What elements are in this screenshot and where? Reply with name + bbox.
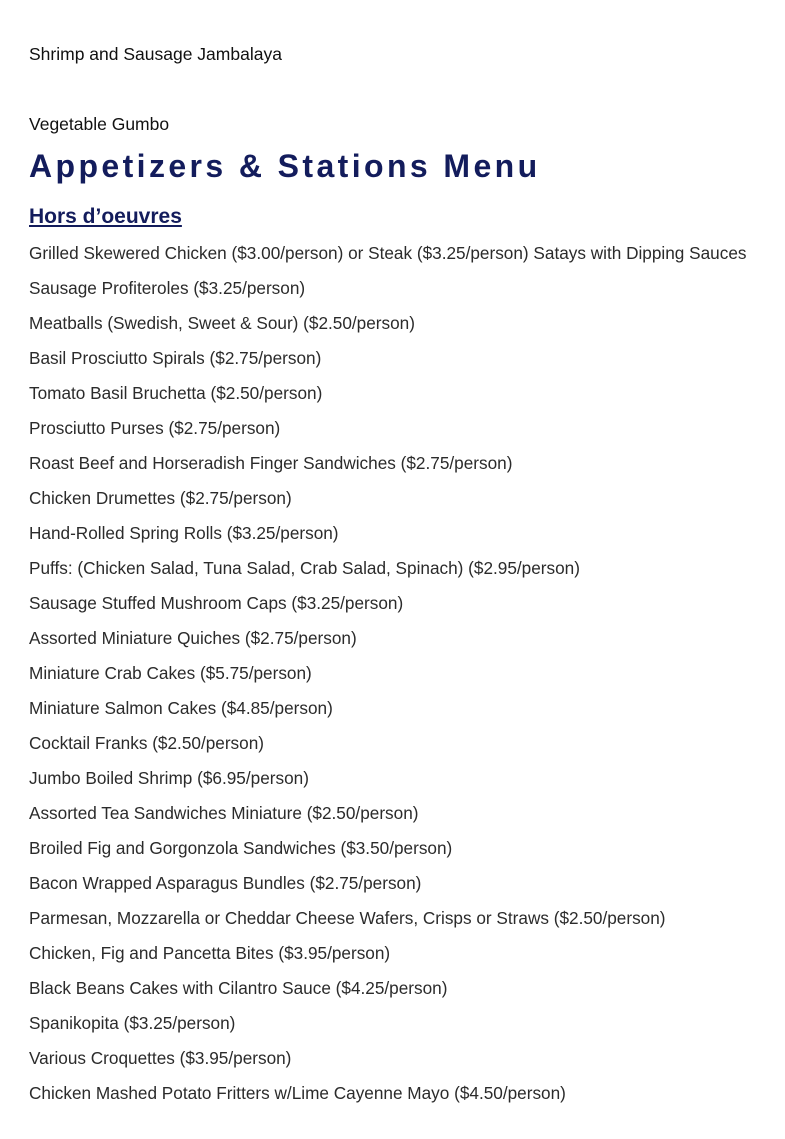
list-item: Various Croquettes ($3.95/person) xyxy=(29,1048,292,1068)
list-item: Bacon Wrapped Asparagus Bundles ($2.75/person) xyxy=(29,873,422,893)
list-item: Hand-Rolled Spring Rolls ($3.25/person) xyxy=(29,523,339,543)
list-item: Miniature Crab Cakes ($5.75/person) xyxy=(29,663,312,683)
list-item: Puffs: (Chicken Salad, Tuna Salad, Crab Salad, Spinach) ($2.95/person) xyxy=(29,558,580,578)
list-item: Meatballs (Swedish, Sweet & Sour) ($2.50/person) xyxy=(29,313,415,333)
intro-item-gumbo: Vegetable Gumbo xyxy=(29,114,170,134)
list-item: Assorted Miniature Quiches ($2.75/person) xyxy=(29,628,357,648)
list-item: Sausage Stuffed Mushroom Caps ($3.25/person) xyxy=(29,593,404,613)
list-item: Assorted Tea Sandwiches Miniature ($2.50/person) xyxy=(29,803,419,823)
list-item: Spanikopita ($3.25/person) xyxy=(29,1013,236,1033)
hors-doeuvres-list xyxy=(29,236,764,1111)
list-item: Chicken Drumettes ($2.75/person) xyxy=(29,488,292,508)
list-item: Miniature Salmon Cakes ($4.85/person) xyxy=(29,698,333,718)
list-item: Cocktail Franks ($2.50/person) xyxy=(29,733,264,753)
list-item: Basil Prosciutto Spirals ($2.75/person) xyxy=(29,348,322,368)
list-item: Chicken Mashed Potato Fritters w/Lime Cayenne Mayo ($4.50/person) xyxy=(29,1083,566,1103)
menu-title: Appetizers & Stations Menu xyxy=(29,148,541,184)
list-item: Jumbo Boiled Shrimp ($6.95/person) xyxy=(29,768,309,788)
list-item: Broiled Fig and Gorgonzola Sandwiches ($3.50/person) xyxy=(29,838,453,858)
list-item: Sausage Profiteroles ($3.25/person) xyxy=(29,278,306,298)
intro-item-jambalaya: Shrimp and Sausage Jambalaya xyxy=(29,44,282,64)
list-item: Black Beans Cakes with Cilantro Sauce ($4.25/person) xyxy=(29,978,448,998)
section-title-hors-doeuvres: Hors d’oeuvres xyxy=(29,205,182,228)
list-item: Parmesan, Mozzarella or Cheddar Cheese Wafers, Crisps or Straws ($2.50/person) xyxy=(29,908,666,928)
list-item: Tomato Basil Bruchetta ($2.50/person) xyxy=(29,383,323,403)
list-item: Chicken, Fig and Pancetta Bites ($3.95/person) xyxy=(29,943,391,963)
list-item: Grilled Skewered Chicken ($3.00/person) or Steak ($3.25/person) Satays with Dipping Sauces xyxy=(29,243,747,263)
list-item: Prosciutto Purses ($2.75/person) xyxy=(29,418,281,438)
list-item: Roast Beef and Horseradish Finger Sandwiches ($2.75/person) xyxy=(29,453,513,473)
